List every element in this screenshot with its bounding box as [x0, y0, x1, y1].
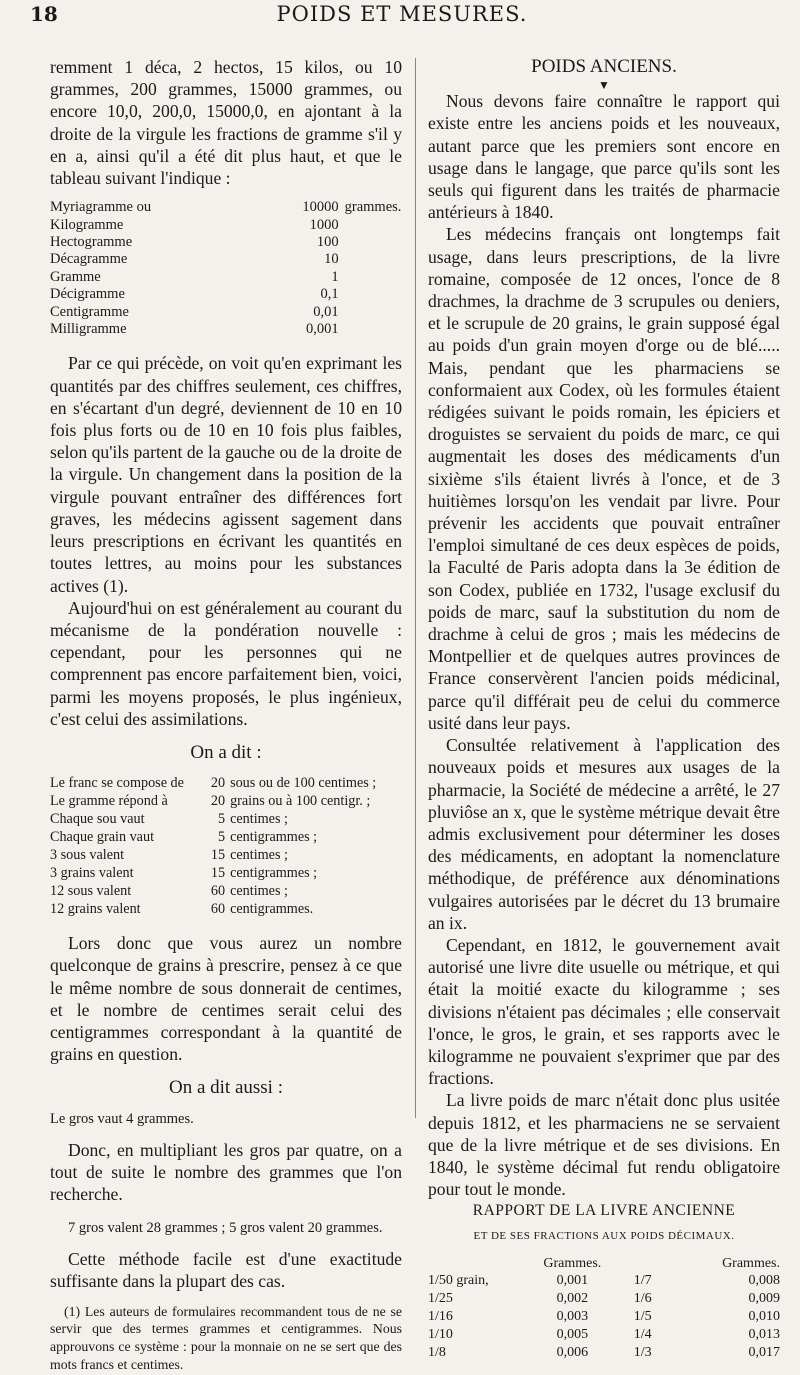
fraction-left: 1/8	[428, 1344, 446, 1360]
table-row	[50, 251, 402, 268]
equivalence-object: centimes ;	[230, 847, 288, 864]
paragraph-livre-poids-de-marc: La livre poids de marc n'était donc plus usitée depuis 1812, et les pharmaciens ne se servaient que de la livre métrique et de ses divisions. En 1840, le système décimal fut rendu obligatoire pour tout le monde.	[428, 1090, 780, 1200]
table-row	[50, 792, 402, 810]
equivalence-number: 20	[210, 775, 226, 792]
unit-label	[339, 269, 402, 286]
grams-left: 0,001	[556, 1273, 589, 1289]
unit-name: Milligramme	[50, 321, 127, 338]
unit-value: 1000	[309, 216, 339, 233]
equivalence-subject: 3 grains valent	[50, 865, 134, 882]
table-row	[50, 882, 402, 900]
on-a-dit-heading: On a dit :	[190, 741, 262, 763]
grams-right: 0,008	[748, 1273, 780, 1289]
gros-example: 7 gros valent 28 grammes ; 5 gros valent 20 grammes.	[68, 1220, 383, 1237]
table-row	[50, 234, 402, 251]
column-divider	[415, 58, 416, 1118]
table-title: RAPPORT DE LA LIVRE ANCIENNE	[472, 1202, 736, 1220]
fraction-left: 1/10	[428, 1326, 453, 1342]
paragraph-precede: Par ce qui précède, on voit qu'en exprimant les quantités par des chiffres seulement, ces chiffres, en s'écartant d'un degré, deviennent de 10 en 10 fois plus forts ou de 10 en 10 fois plus faibles, selon qu'ils partent de la gauche ou de la droite de la virgule. Un changement dans la position de la virgule pouvant entraîner des différences fort graves, les médecins agissent sagement dans leurs prescriptions en écrivant les quantités en toutes lettres, au moins pour les substances actives (1).	[50, 353, 402, 596]
footnote: (1) Les auteurs de formulaires recommandent tous de ne se servir que des termes grammes et centigrammes. Nous approuvons ce système : pour la monnaie on ne se sert que des mots francs et centimes.	[50, 1303, 402, 1372]
equivalence-number: 5	[217, 811, 226, 828]
equivalence-number: 5	[217, 829, 226, 846]
paragraph-consultee: Consultée relativement à l'application des nouveaux poids et mesures aux usages de la pharmacie, la Société de médecine a arrêté, le 27 pluviôse an x, que le système métrique devait être admis exclusivement pour déterminer les doses des médicaments, en adoptant la nomenclature méthodique, de préférence aux dénominations vulgaires autorisées par le décret du 13 brumaire an ix.	[428, 735, 780, 933]
unit-value: 0,1	[320, 286, 339, 303]
equivalence-table	[50, 774, 402, 918]
unit-label	[339, 217, 402, 234]
right-column	[428, 56, 780, 1375]
unit-label: grammes.	[344, 199, 402, 216]
unit-value: 0,001	[306, 321, 339, 338]
table-row	[50, 828, 402, 846]
grams-right: 0,009	[748, 1291, 780, 1307]
equivalence-subject: Chaque sou vaut	[50, 811, 145, 828]
paragraph-donc: Donc, en multipliant les gros par quatre, on a tout de suite le nombre des grammes que l'on recherche.	[50, 1139, 402, 1204]
grams-left: 0,003	[556, 1308, 589, 1324]
equivalence-subject: 12 sous valent	[50, 883, 132, 900]
equivalence-object: centimes ;	[230, 811, 288, 828]
equivalence-object: centimes ;	[230, 883, 288, 900]
table-row	[50, 864, 402, 882]
equivalence-subject: 12 grains valent	[50, 901, 141, 918]
grams-left: 0,005	[556, 1326, 589, 1342]
equivalence-object: centigrammes.	[230, 901, 314, 918]
grams-right: 0,017	[748, 1344, 780, 1360]
ornament-icon: ▼	[598, 78, 610, 93]
equivalence-subject: Chaque grain vaut	[50, 829, 155, 846]
table-row	[50, 304, 402, 321]
unit-value: 10000	[302, 199, 339, 216]
fraction-right: 1/4	[633, 1326, 652, 1342]
table-row	[50, 900, 402, 918]
equivalence-subject: Le gramme répond à	[50, 793, 168, 810]
equivalence-number: 60	[210, 883, 226, 900]
unit-label	[339, 321, 402, 338]
conversion-table-header	[428, 1255, 780, 1273]
equivalence-subject: 3 sous valent	[50, 847, 125, 864]
fraction-right: 1/6	[633, 1291, 652, 1307]
page-number: 18	[30, 2, 58, 26]
unit-value: 10	[324, 251, 339, 268]
table-row	[50, 810, 402, 828]
equivalence-object: centigrammes ;	[230, 829, 318, 846]
equivalence-object: sous ou de 100 centimes ;	[230, 775, 377, 792]
gros-statement: Le gros vaut 4 grammes.	[50, 1110, 194, 1127]
unit-label	[339, 286, 402, 303]
equivalence-object: centigrammes ;	[230, 865, 318, 882]
fraction-left: 1/25	[428, 1291, 453, 1307]
paragraph-continuation: remment 1 déca, 2 hectos, 15 kilos, ou 10 grammes, 200 grammes, 15000 grammes, ou encore 10,0, 200,0, 15000,0, en ajontant à la droite de la virgule les fractions de gramme s'il y en a, ainsi qu'il a été dit plus haut, et que le tableau suivant l'indique :	[50, 57, 402, 189]
fraction-right: 1/5	[633, 1308, 652, 1324]
fraction-left: 1/16	[428, 1308, 453, 1324]
paragraph-rapport: Nous devons faire connaître le rapport qui existe entre les anciens poids et les nouveaux, autant parce que les premiers sont encore en usage dans le langage, que parce qu'ils sont les seuls qui figurent dans les traités de pharmacie antérieurs à 1840.	[428, 91, 780, 223]
paragraph-cependant: Cependant, en 1812, le gouvernement avait autorisé une livre dite usuelle ou métrique, et qui était la moitié exacte du kilogramme ; ses divisions n'étaient pas décimales ; elle conservait l'once, le gros, le grain, et ses rapports avec le kilogramme ne pouvaient s'exprimer que par des fractions.	[428, 934, 780, 1089]
table-row	[428, 1326, 780, 1344]
unit-label	[339, 251, 402, 268]
running-title: POIDS ET MESURES.	[276, 2, 528, 26]
unit-name: Myriagramme ou	[50, 199, 152, 216]
left-column	[50, 56, 402, 1374]
fraction-right: 1/7	[633, 1273, 652, 1289]
table-row	[50, 217, 402, 234]
table-row	[428, 1308, 780, 1326]
unit-name: Gramme	[50, 268, 101, 285]
table-row	[428, 1290, 780, 1308]
fraction-right: 1/3	[633, 1344, 652, 1360]
units-table	[50, 199, 402, 338]
table-row	[50, 269, 402, 286]
paragraph-lors-donc: Lors donc que vous aurez un nombre quelconque de grains à prescrire, pensez à ce que le même nombre de sous donnerait de centimes, et le nombre de centimes serait celui des centigrammes correspondant à la quantité de grains en question.	[50, 933, 402, 1065]
unit-name: Décigramme	[50, 286, 125, 303]
grams-right: 0,013	[748, 1326, 780, 1342]
unit-name: Décagramme	[50, 251, 128, 268]
table-row	[428, 1272, 780, 1290]
unit-name: Centigramme	[50, 303, 129, 320]
equivalence-number: 15	[210, 865, 226, 882]
section-heading-poids-anciens: POIDS ANCIENS.	[531, 56, 677, 77]
equivalence-number: 15	[210, 847, 226, 864]
paragraph-aujourdhui: Aujourd'hui on est généralement au courant du mécanisme de la pondération nouvelle : cependant, pour les personnes qui ne comprennent pas encore parfaitement bien, voici, parmi les moyens proposés, le plus ingénieux, c'est celui des assimilations.	[50, 597, 402, 729]
table-row	[428, 1344, 780, 1362]
unit-value: 0,01	[313, 303, 339, 320]
table-row	[50, 846, 402, 864]
fraction-left: 1/50 grain,	[428, 1273, 489, 1289]
page-header	[30, 2, 774, 28]
table-row	[50, 286, 402, 303]
equivalence-number: 60	[210, 901, 226, 918]
col-header-grammes-left: Grammes.	[543, 1255, 602, 1271]
equivalence-number: 20	[210, 793, 226, 810]
paragraph-medecins: Les médecins français ont longtemps fait usage, dans leurs prescriptions, de la livre romaine, composée de 12 onces, l'once de 8 drachmes, la drachme de 3 scrupules ou deniers, et le scrupule de 20 grains, le grain supposé égal au poids d'un grain moyen d'orge ou de blé..... Mais, pendant que les pharmaciens se conformaient aux Codex, où les formules étaient rédigées suivant le poids romain, les épiciers et droguistes se servaient du poids de marc, ce qui augmentait les doses des médicaments d'un sixième s'ils étaient livrés à l'once, et de 3 huitièmes lorsqu'on les vendait par livre. Pour prévenir les accidents que pouvait entraîner l'emploi simultané de ces deux espèces de poids, la Faculté de Paris adopta dans la 3e édition de son Codex, publiée en 1732, l'usage exclusif du poids de marc, sauf la substitution du nom de drachme à celui de gros ; mais les médecins de Montpellier et de quelques autres provinces de France conservèrent l'ancien poids médicinal, parce qu'il différait peu de celui du commerce usité dans leur pays.	[428, 224, 780, 733]
conversion-table	[428, 1255, 780, 1362]
table-row	[50, 199, 402, 216]
unit-label	[339, 234, 402, 251]
unit-label	[339, 304, 402, 321]
table-subtitle: ET DE SES FRACTIONS AUX POIDS DÉCIMAUX.	[473, 1229, 735, 1242]
unit-name: Hectogramme	[50, 234, 133, 251]
grams-left: 0,002	[556, 1291, 589, 1307]
unit-value: 100	[316, 234, 339, 251]
equivalence-subject: Le franc se compose de	[50, 775, 184, 792]
grams-left: 0,006	[556, 1344, 589, 1360]
equivalence-object: grains ou à 100 centigr. ;	[230, 793, 371, 810]
on-a-dit-aussi-heading: On a dit aussi :	[169, 1077, 283, 1099]
unit-value: 1	[331, 268, 339, 285]
table-row	[50, 774, 402, 792]
col-header-grammes-right: Grammes.	[722, 1255, 780, 1271]
grams-right: 0,010	[748, 1308, 780, 1324]
paragraph-methode: Cette méthode facile est d'une exactitude suffisante dans la plupart des cas.	[50, 1249, 402, 1292]
unit-name: Kilogramme	[50, 216, 124, 233]
table-row	[50, 321, 402, 338]
